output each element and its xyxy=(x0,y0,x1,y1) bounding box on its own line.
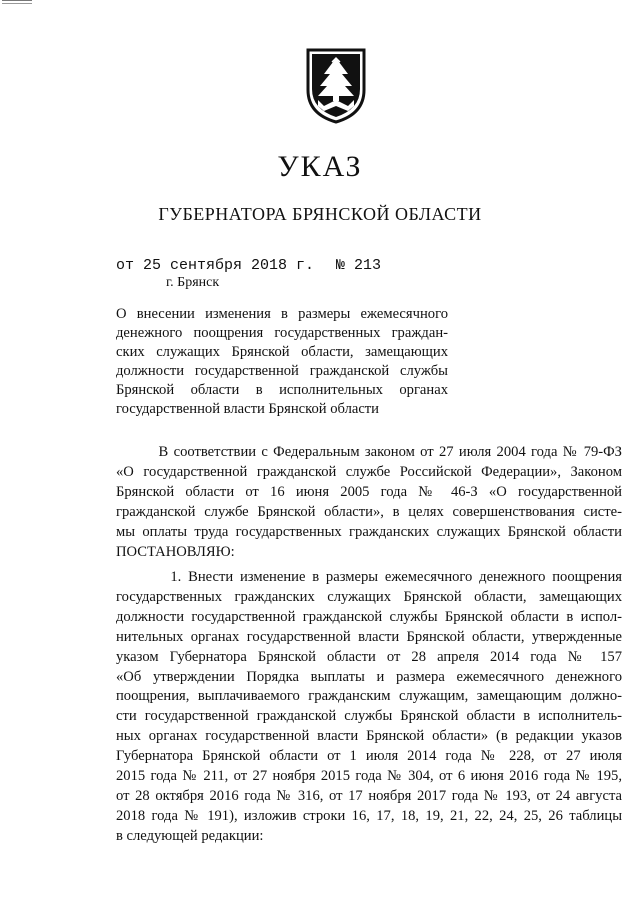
paragraph-line: сти государственной гражданской службы Брянской области в исполнитель- xyxy=(116,708,622,725)
paragraph-line: ных органах государственной власти Брянской области» (в редакции указов xyxy=(116,728,622,745)
paragraph-line: государственных гражданских служащих Брянской области, замещающих xyxy=(116,588,622,605)
heading-line: О внесении изменения в размеры ежемесячного xyxy=(116,306,448,322)
paragraph-line: нительных органах государственной власти Брянской области, утвержденные xyxy=(116,628,622,645)
date-line xyxy=(116,257,381,274)
paragraph-line: «Об утверждении Порядка выплаты и размера ежемесячного денежного xyxy=(116,668,622,685)
paragraph-line: указом Губернатора Брянской области от 28 апреля 2014 года № 157 xyxy=(116,648,622,665)
scan-artifact-2 xyxy=(2,3,32,4)
bryansk-coat-of-arms-icon xyxy=(302,44,370,124)
paragraph-line: мы оплаты труда государственных гражданских служащих Брянской области xyxy=(116,523,622,540)
paragraph-line: поощрения, выплачиваемого гражданским служащим, замещающим должно- xyxy=(116,688,622,705)
document-title: УКАЗ xyxy=(277,150,363,183)
paragraph-line: ПОСТАНОВЛЯЮ: xyxy=(116,543,235,560)
preamble-paragraph xyxy=(116,443,622,562)
clause-1-paragraph xyxy=(116,568,622,847)
document-date: от 25 сентября 2018 г. xyxy=(116,257,315,274)
heading-line: денежного поощрения государственных граждан- xyxy=(116,325,448,341)
paragraph-line: гражданской службе Брянской области», в целях совершенствования систе- xyxy=(116,503,622,520)
paragraph-line: Брянской области от 16 июня 2005 года № 46-З «О государственной xyxy=(116,483,622,500)
paragraph-line: 2015 года № 211, от 27 ноября 2015 года № 304, от 6 июня 2016 года № 195, xyxy=(116,768,622,785)
paragraph-line: «О государственной гражданской службе Российской Федерации», Законом xyxy=(116,463,622,480)
paragraph-line: В соответствии с Федеральным законом от 27 июля 2004 года № 79-ФЗ xyxy=(116,444,622,460)
heading-line: ских служащих Брянской области, замещающих xyxy=(116,344,448,360)
scan-artifact xyxy=(2,0,32,1)
paragraph-line: Губернатора Брянской области от 1 июля 2014 года № 228, от 27 июля xyxy=(116,748,622,765)
paragraph-line: 1. Внести изменение в размеры ежемесячного денежного поощрения xyxy=(116,569,622,585)
paragraph-line: должности государственной гражданской службы Брянской области в испол- xyxy=(116,608,622,625)
heading-line: Брянской области в исполнительных органах xyxy=(116,382,448,398)
heading-line: государственной власти Брянской области xyxy=(116,401,379,417)
paragraph-line: 2018 года № 191), изложив строки 16, 17, 18, 19, 21, 22, 24, 25, 26 таблицы xyxy=(116,807,622,824)
paragraph-line: от 28 октября 2016 года № 316, от 17 ноября 2017 года № 193, от 24 августа xyxy=(116,787,622,804)
heading-line: должности государственной гражданской службы xyxy=(116,363,448,379)
document-city: г. Брянск xyxy=(166,275,220,290)
document-heading xyxy=(116,305,448,419)
document-subtitle: ГУБЕРНАТОРА БРЯНСКОЙ ОБЛАСТИ xyxy=(158,204,482,224)
document-number: № 213 xyxy=(336,257,382,274)
paragraph-line: в следующей редакции: xyxy=(116,827,264,844)
